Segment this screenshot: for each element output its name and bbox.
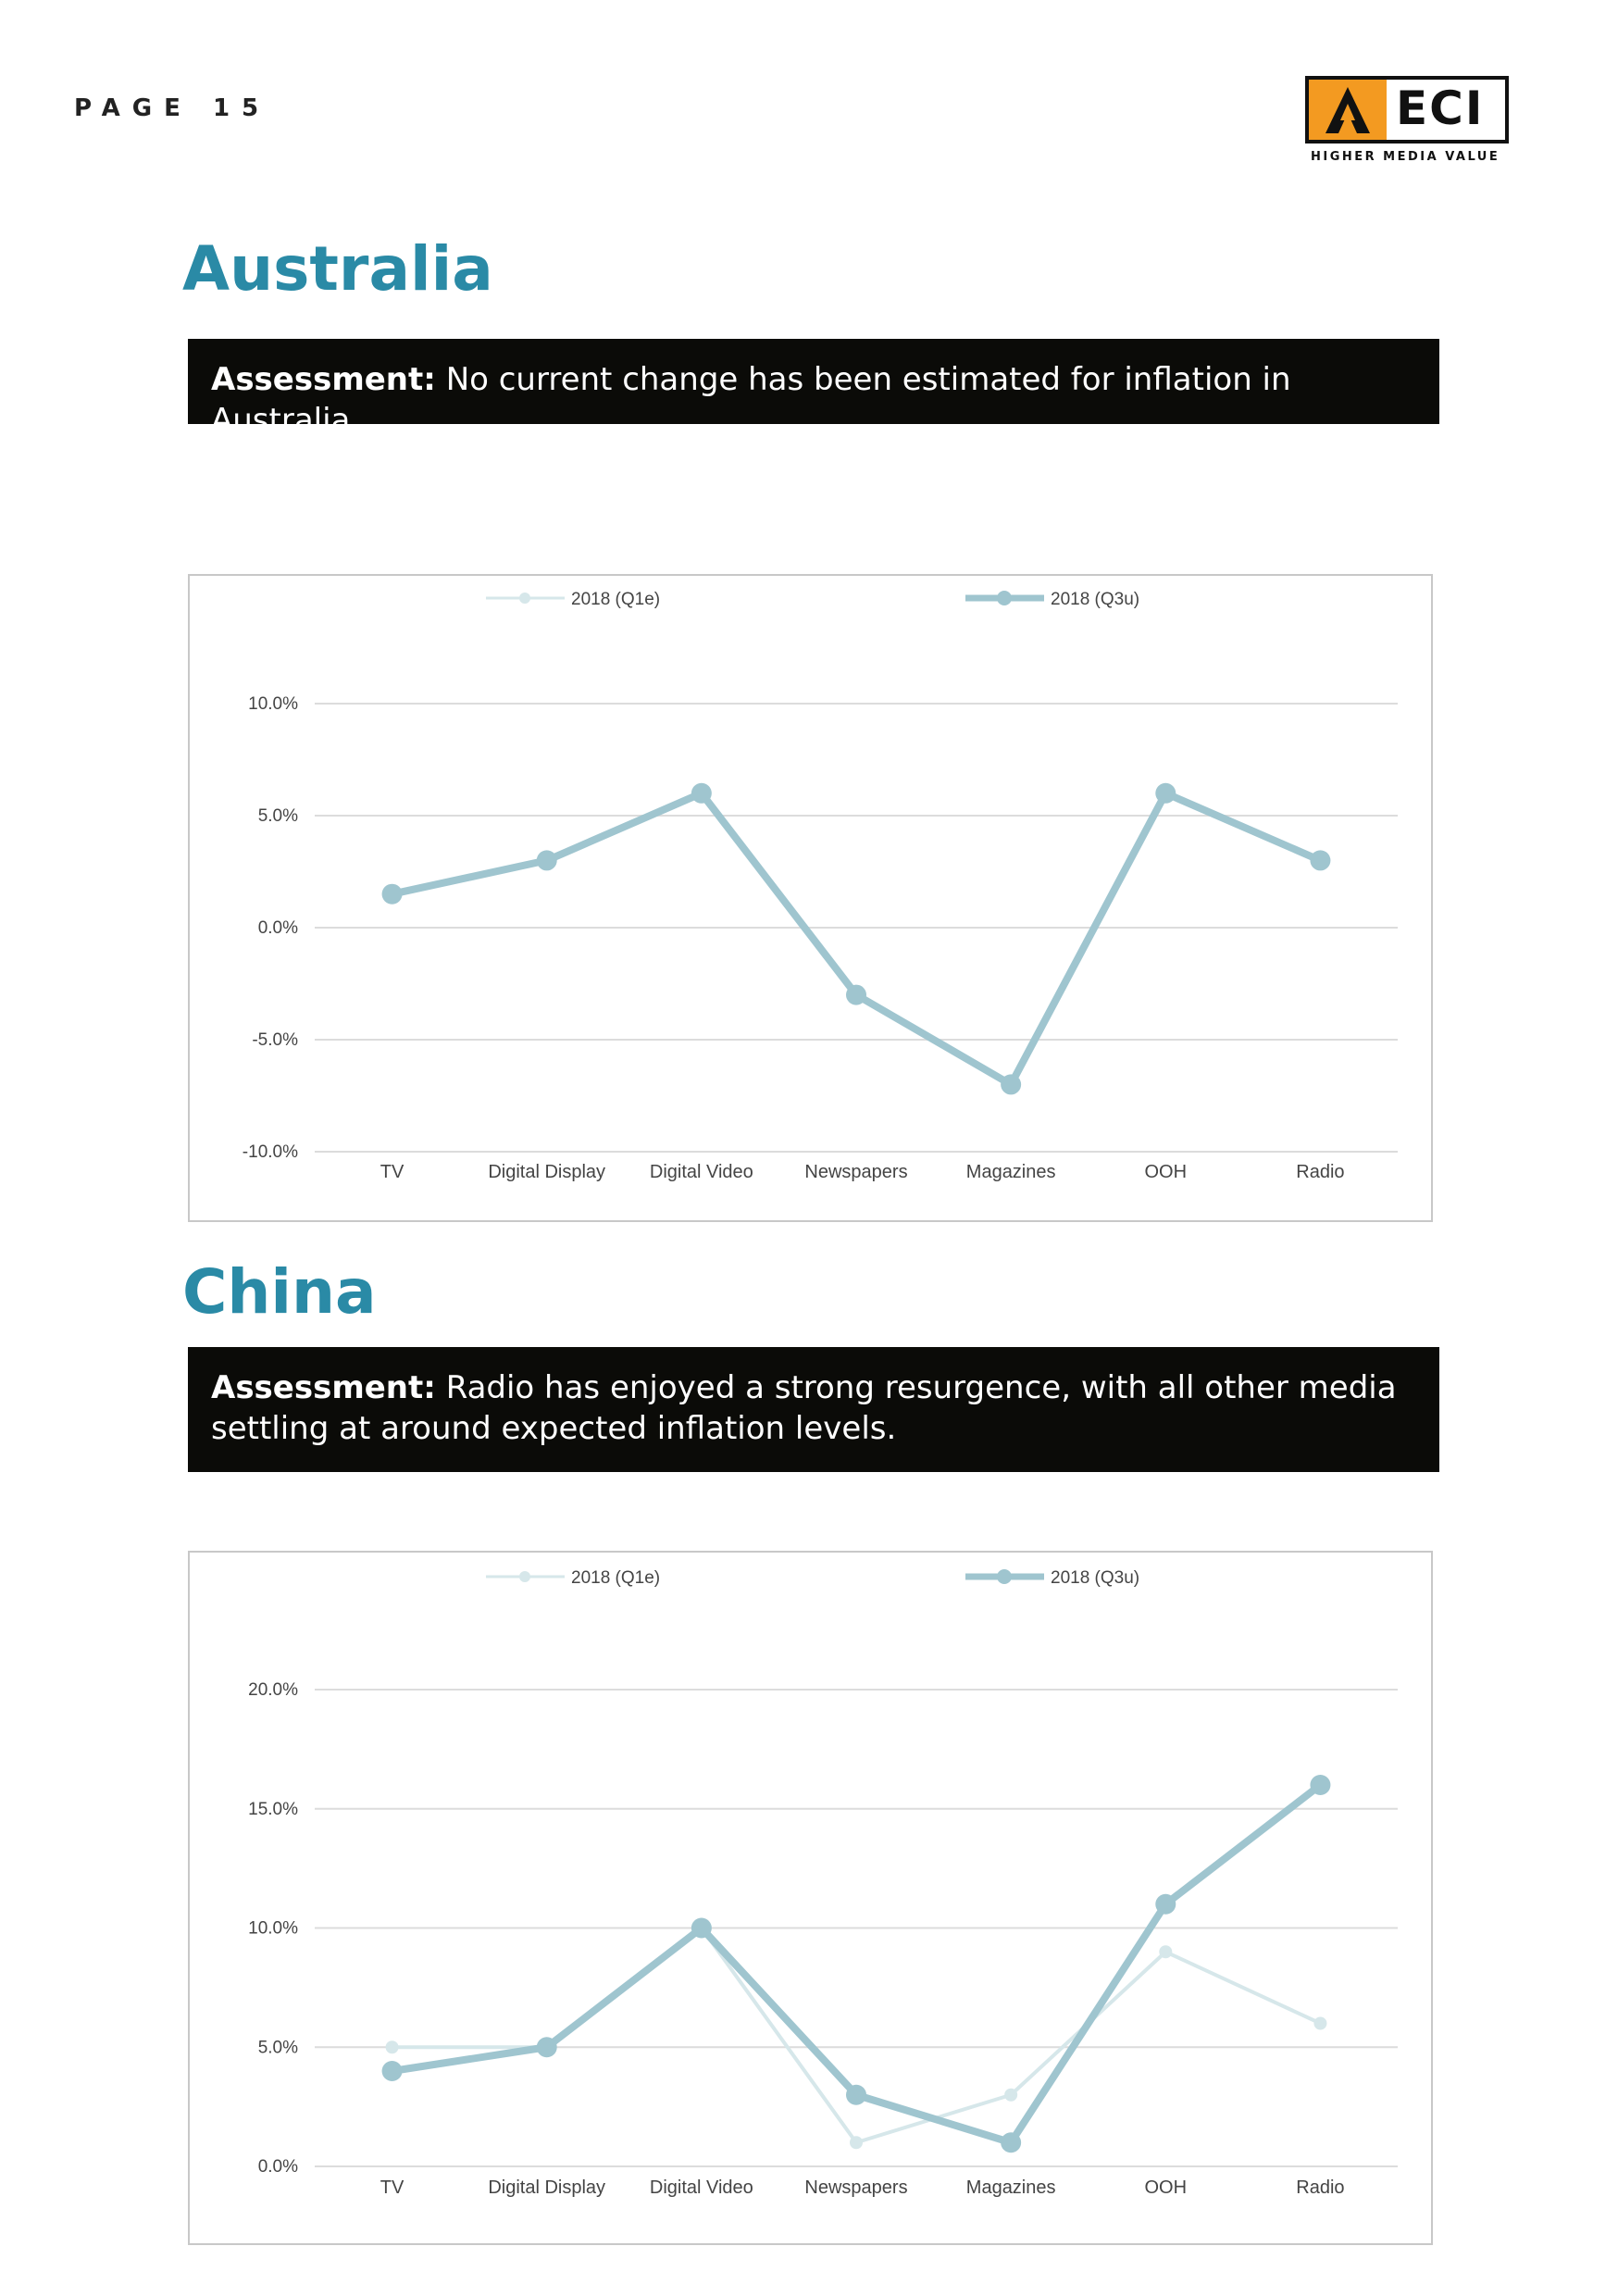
y-tick-label: 10.0%	[248, 694, 298, 714]
assessment-text: No current change has been estimated for inflation in Australia.	[211, 361, 1291, 439]
x-tick-label: TV	[380, 1162, 404, 1182]
x-tick-label: Radio	[1296, 1162, 1345, 1182]
data-point	[850, 2136, 863, 2149]
series-line	[392, 793, 1321, 1085]
y-tick-label: 10.0%	[248, 1918, 298, 1939]
data-point	[1155, 1894, 1176, 1915]
data-point	[1001, 1074, 1021, 1094]
section-title-australia: Australia	[182, 233, 493, 305]
data-point	[1004, 2089, 1017, 2102]
chart-china	[188, 1551, 1433, 2245]
x-tick-label: Digital Display	[488, 1162, 606, 1182]
y-tick-label: 15.0%	[248, 1799, 298, 1819]
x-tick-label: Newspapers	[804, 1162, 908, 1182]
assessment-label: Assessment:	[211, 361, 436, 398]
page-number: PAGE 15	[74, 94, 271, 122]
x-tick-label: Newspapers	[804, 2177, 908, 2198]
y-tick-label: 5.0%	[257, 806, 298, 826]
x-tick-label: OOH	[1144, 1162, 1188, 1182]
data-point	[382, 884, 403, 905]
data-point	[537, 850, 557, 870]
legend-marker	[519, 593, 530, 604]
legend-marker	[997, 1569, 1012, 1584]
x-tick-label: Digital Display	[488, 2177, 606, 2198]
x-tick-label: Magazines	[965, 2177, 1056, 2198]
logo-tagline: HIGHER MEDIA VALUE	[1311, 150, 1500, 164]
legend-marker	[519, 1571, 530, 1582]
section-title-china: China	[182, 1256, 377, 1328]
series-line	[392, 1928, 1321, 2143]
y-tick-label: 0.0%	[257, 918, 298, 938]
data-point	[691, 1918, 712, 1939]
legend-marker	[997, 591, 1012, 605]
series-line	[392, 793, 1321, 1085]
x-tick-label: Radio	[1296, 2177, 1345, 2198]
x-tick-label: TV	[380, 2177, 404, 2198]
logo-frame	[1305, 76, 1509, 144]
logo-arrow-icon	[1309, 80, 1387, 140]
data-point	[537, 2037, 557, 2057]
data-point	[846, 985, 866, 1005]
legend-label: 2018 (Q3u)	[1051, 1568, 1140, 1588]
logo-text: ECI	[1396, 81, 1485, 135]
assessment-box-china	[188, 1347, 1439, 1472]
x-tick-label: Digital Video	[649, 1162, 753, 1182]
data-point	[1155, 783, 1176, 804]
legend-label: 2018 (Q1e)	[571, 1568, 661, 1588]
chart-australia	[188, 574, 1433, 1222]
x-tick-label: Digital Video	[649, 2177, 753, 2198]
chart-australia-svg	[190, 576, 1431, 1220]
chart-china-svg	[190, 1553, 1431, 2243]
y-tick-label: 0.0%	[257, 2157, 298, 2177]
y-tick-label: 5.0%	[257, 2038, 298, 2058]
y-tick-label: -5.0%	[252, 1030, 298, 1050]
data-point	[1310, 850, 1330, 870]
y-tick-label: -10.0%	[242, 1142, 298, 1162]
data-point	[1159, 1945, 1172, 1958]
eci-logo	[1305, 76, 1516, 173]
assessment-text: Radio has enjoyed a strong resurgence, with all other media settling at around expected inflation levels.	[211, 1369, 1397, 1447]
data-point	[691, 783, 712, 804]
data-point	[846, 2085, 866, 2105]
legend-label: 2018 (Q1e)	[571, 590, 661, 609]
data-point	[1001, 2132, 1021, 2152]
y-tick-label: 20.0%	[248, 1680, 298, 1700]
legend-label: 2018 (Q3u)	[1051, 590, 1140, 609]
data-point	[1313, 2017, 1326, 2030]
assessment-label: Assessment:	[211, 1369, 436, 1406]
data-point	[382, 2061, 403, 2081]
data-point	[386, 2040, 399, 2053]
x-tick-label: Magazines	[965, 1162, 1056, 1182]
assessment-box-australia	[188, 339, 1439, 439]
x-tick-label: OOH	[1144, 2177, 1188, 2198]
data-point	[1310, 1775, 1330, 1795]
